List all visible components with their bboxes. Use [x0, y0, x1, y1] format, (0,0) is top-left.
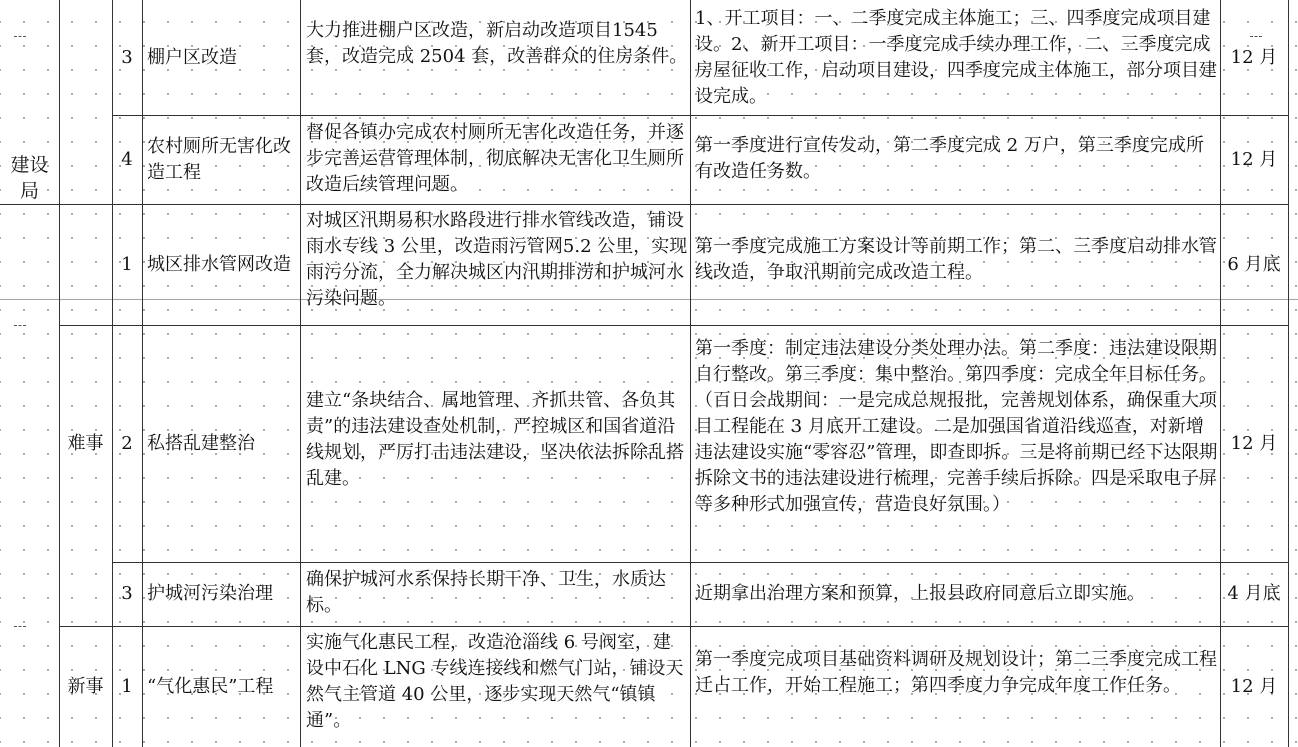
schedule-text: 第一季度进行宣传发动，第二季度完成 2 万户，第三季度完成所有改造任务数。	[695, 135, 1204, 182]
deadline: 12 月	[1230, 675, 1278, 697]
margin-marker	[14, 36, 26, 37]
table-border	[142, 0, 143, 747]
schedule-text: 第一季度：制定违法建设分类处理办法。第二季度：违法建设限期自行整改。第三季度：集中整治。第四季度：完成全年目标任务。（百日会战期间：一是完成总规报批，完善规划体系，确保重大项目工程能在 3 月底开工建设。二是加强国省道沿线巡查，对新增违法建设实施“零容忍”管理，即查即拆。三是将前期已经下达限期拆除文书的违法建设进行梳理，完善手续后拆除。四是采取电子屏等多种形式加强宣传，营造良好氛围。）	[695, 338, 1218, 515]
category-cell	[59, 325, 112, 562]
department-cell	[0, 115, 59, 240]
project-name: 农村厕所无害化改造工程	[147, 135, 291, 183]
row-number: 4	[121, 148, 133, 170]
task-content: 建立“条块结合、属地管理、齐抓共管、各负其责”的违法建设查处机制，严控城区和国省道沿线规划，严厉打击违法建设，坚决依法拆除乱搭乱建。	[306, 390, 684, 489]
category-label: 难事	[67, 432, 104, 454]
row-number: 3	[121, 583, 133, 604]
project-name: 护城河污染治理	[147, 583, 273, 604]
task-content: 督促各镇办完成农村厕所无害化改造任务，并逐步完善运营管理体制，彻底解决无害化卫生厕所改造后续管理问题。	[306, 122, 684, 195]
schedule-text: 1、开工项目：一、二季度完成主体施工；三、四季度完成项目建设。2、新开工项目：一季度完成手续办理工作，二、三季度完成房屋征收工作，启动项目建设，四季度完成主体施工，部分项目建设完成。	[695, 8, 1217, 107]
schedule-text: 近期拿出治理方案和预算，上报县政府同意后立即实施。	[695, 583, 1145, 604]
project-name: 棚户区改造	[147, 46, 237, 68]
task-content: 实施气化惠民工程，改造沧淄线 6 号阀室，建设中石化 LNG 专线连接线和燃气门站，铺设天然气主管道 40 公里，逐步实现天然气“镇镇通”。	[306, 632, 684, 731]
schedule-text: 第一季度完成施工方案设计等前期工作；第二、三季度启动排水管线改造，争取汛期前完成改造工程。	[695, 236, 1217, 283]
task-content: 确保护城河水系保持长期干净、卫生，水质达标。	[306, 569, 666, 616]
row-number: 2	[121, 432, 133, 454]
deadline: 12 月	[1230, 46, 1278, 68]
table-border	[300, 0, 301, 747]
category-label: 新事	[67, 675, 104, 697]
project-name: “气化惠民”工程	[147, 675, 274, 697]
task-content: 大力推进棚户区改造，新启动改造项目1545 套，改造完成 2504 套，改善群众的住房条件。	[306, 20, 688, 67]
row-number: 1	[121, 675, 133, 697]
margin-marker	[14, 626, 26, 627]
margin-marker	[14, 325, 26, 326]
deadline: 12 月	[1230, 432, 1278, 454]
row-number: 3	[121, 46, 133, 68]
department-label: 建设局	[10, 153, 49, 202]
project-name: 私搭乱建整治	[147, 432, 255, 454]
schedule-text: 第一季度完成项目基础资料调研及规划设计；第二三季度完成工程迁占工作，开始工程施工；第四季度力争完成年度工作任务。	[695, 649, 1217, 696]
project-name: 城区排水管网改造	[147, 253, 291, 275]
table-border	[1288, 0, 1289, 747]
row-number: 1	[121, 253, 133, 275]
deadline: 4 月底	[1227, 583, 1281, 604]
category-cell	[59, 626, 112, 747]
task-content: 对城区汛期易积水路段进行排水管线改造，铺设雨水专线 3 公里，改造雨污管网5.2 公里，实现雨污分流，全力解决城区内汛期排涝和护城河水污染问题。	[306, 210, 688, 309]
table-border	[690, 0, 691, 747]
deadline: 12 月	[1230, 148, 1278, 170]
deadline: 6 月底	[1227, 253, 1281, 275]
